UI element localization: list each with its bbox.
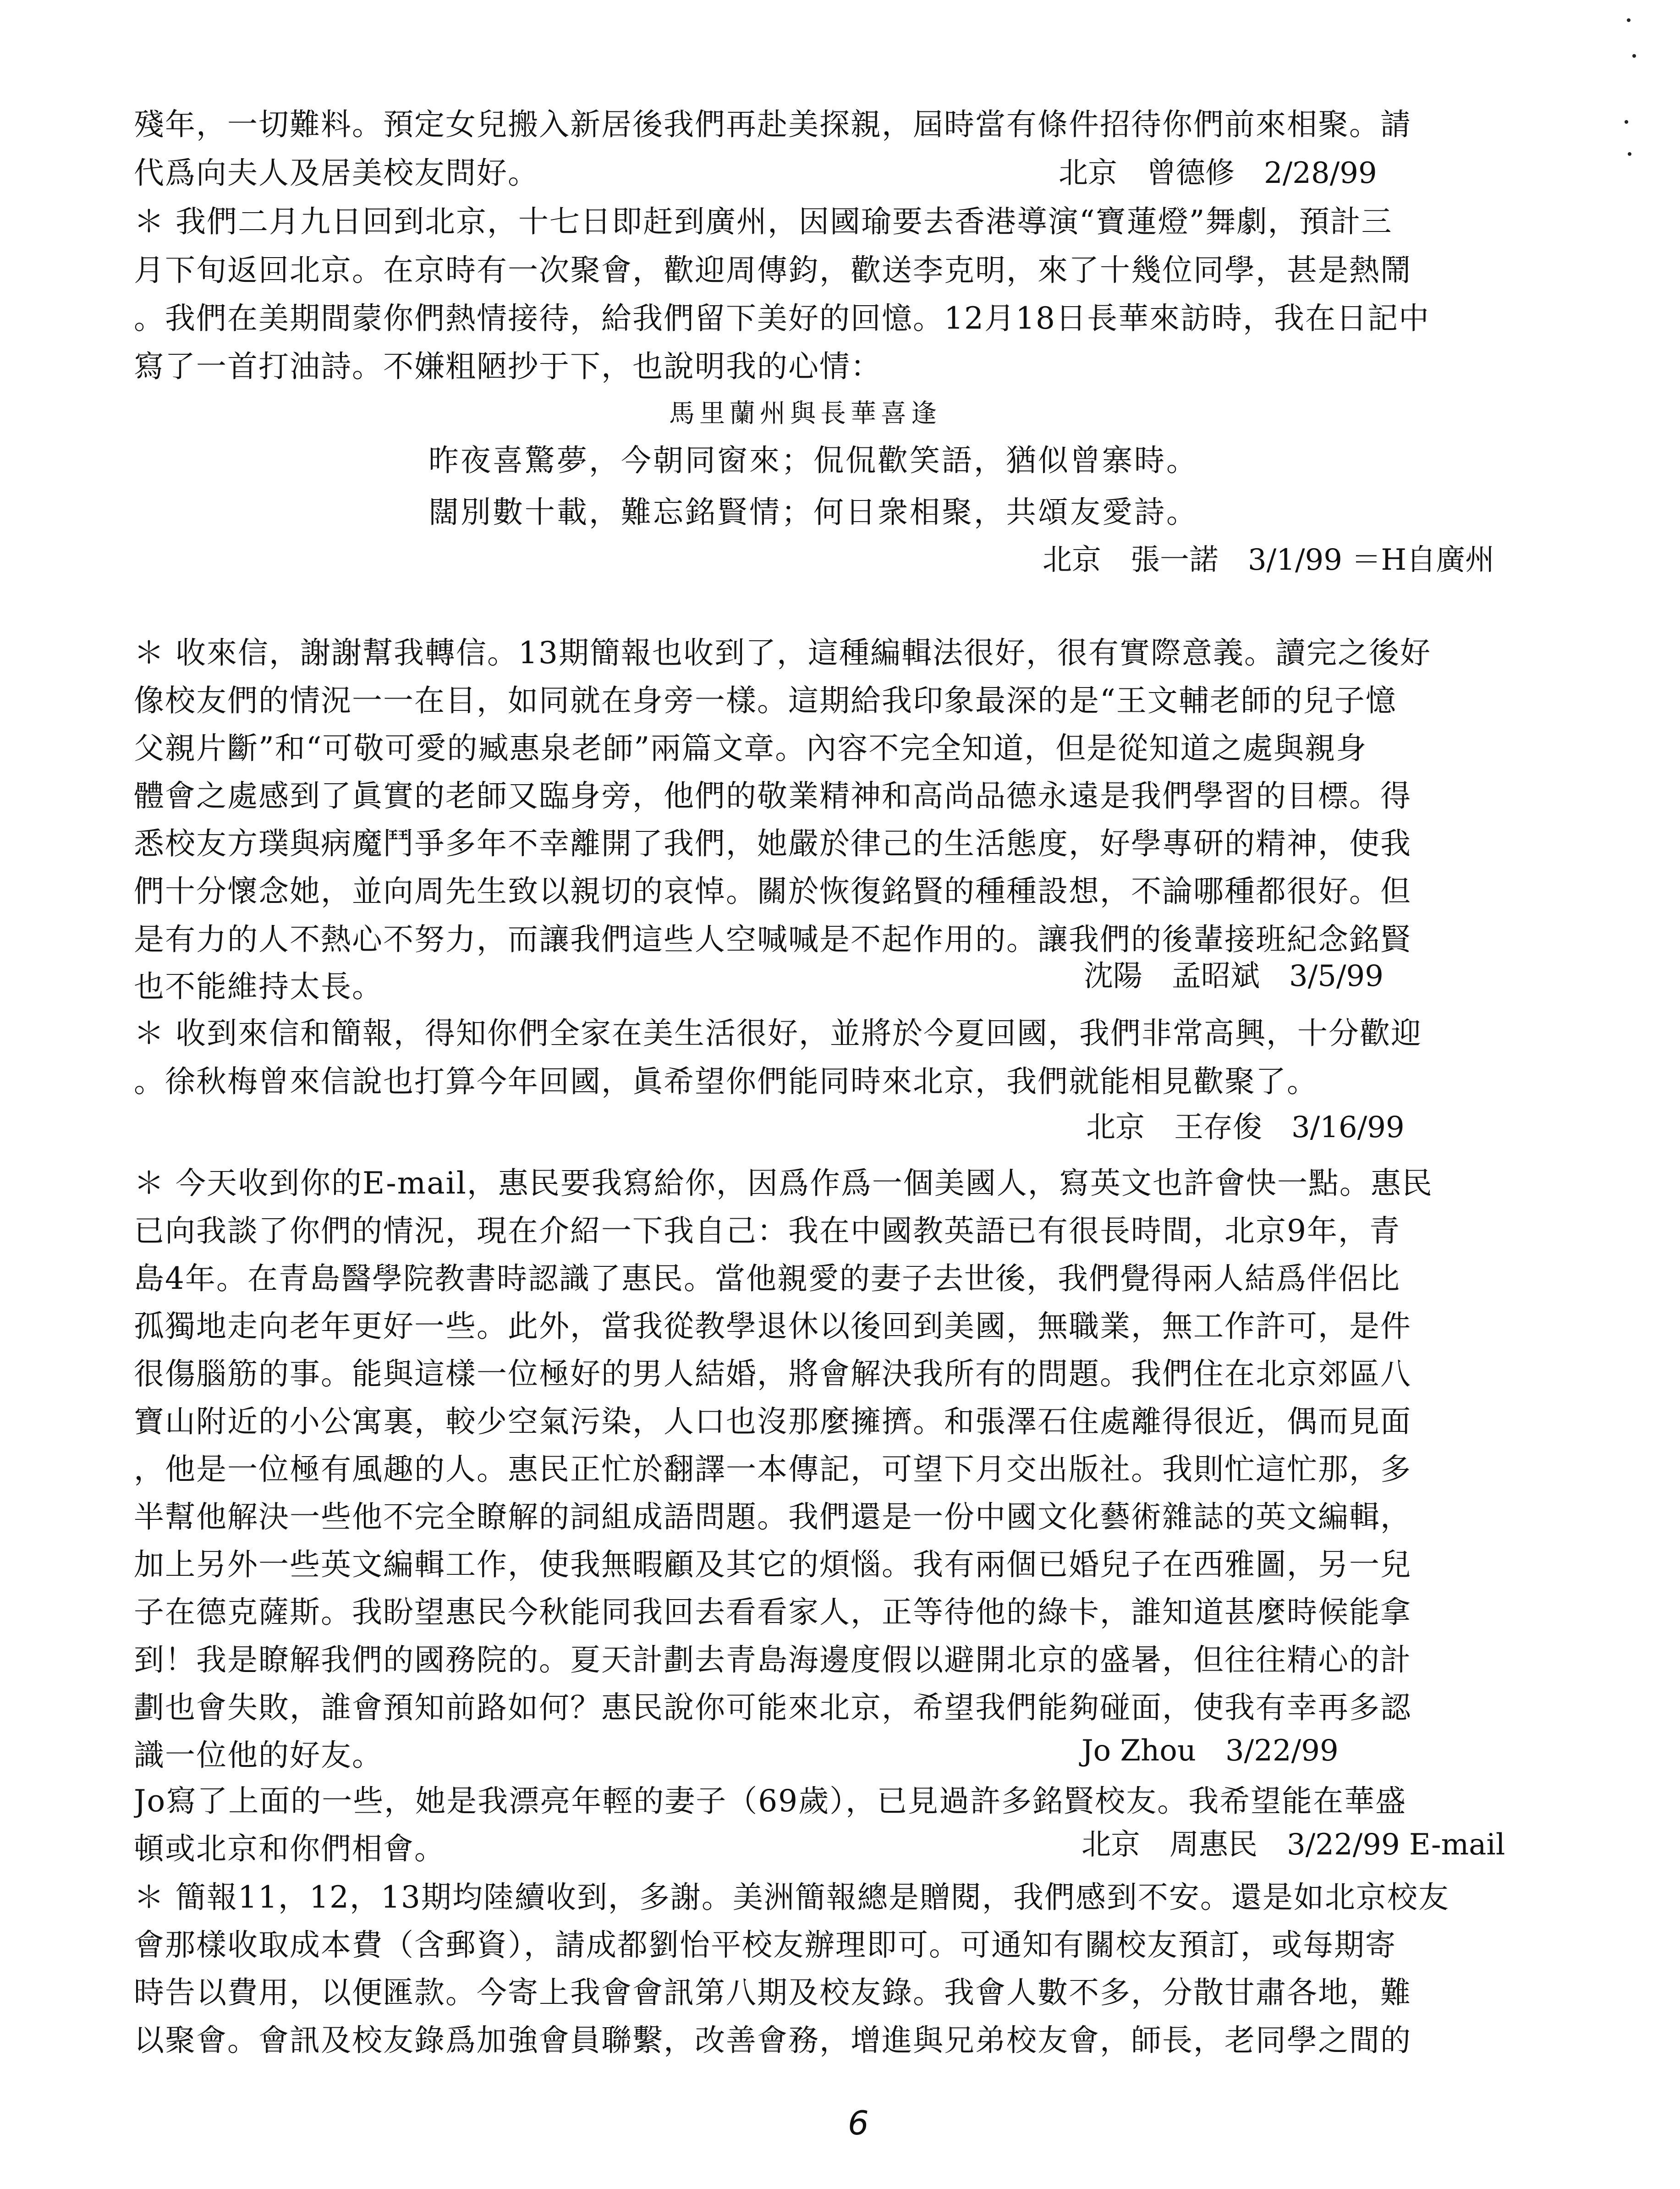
page-number: 6 xyxy=(848,2104,869,2142)
scan-speck xyxy=(1627,18,1631,22)
poem-line: 昨夜喜驚夢，今朝同窗來；侃侃歡笑語，猶似曾寨時。 xyxy=(428,443,1198,478)
text-line: 識一位他的好友。 xyxy=(134,1738,383,1773)
signature: 沈陽 孟昭斌 3/5/99 xyxy=(1084,959,1384,993)
scan-speck xyxy=(1632,54,1636,58)
text-line: 島4年。在青島醫學院教書時認識了惠民。當他親愛的妻子去世後，我們覺得兩人結爲伴侶比 xyxy=(134,1261,1400,1296)
text-line: ，他是一位極有風趣的人。惠民正忙於翻譯一本傳記，可望下月交出版社。我則忙這忙那，多 xyxy=(134,1452,1411,1487)
text-line: ＊ 收來信，謝謝幫我轉信。13期簡報也收到了，這種編輯法很好，很有實際意義。讀完之後好 xyxy=(134,635,1431,671)
scan-speck xyxy=(1628,152,1631,156)
text-line: Jo寫了上面的一些，她是我漂亮年輕的妻子（69歲），已見過許多銘賢校友。我希望能在華盛 xyxy=(134,1783,1407,1819)
text-line: 已向我談了你們的情況，現在介紹一下我自己：我在中國教英語已有很長時間，北京9年，青 xyxy=(134,1213,1400,1248)
text-line: 寶山附近的小公寓裏，較少空氣污染，人口也沒那麼擁擠。和張澤石住處離得很近，偶而見面 xyxy=(134,1404,1411,1439)
text-line: 。徐秋梅曾來信說也打算今年回國，眞希望你們能同時來北京，我們就能相見歡聚了。 xyxy=(134,1064,1318,1099)
signature: 北京 周惠民 3/22/99 E-mail xyxy=(1082,1828,1505,1862)
text-line: 代爲向夫人及居美校友問好。 xyxy=(134,155,539,191)
text-line: 。我們在美期間蒙你們熱情接待，給我們留下美好的回憶。12月18日長華來訪時，我在日記中 xyxy=(134,301,1430,336)
text-line: ＊ 簡報11，12，13期均陸續收到，多謝。美洲簡報總是贈閱，我們感到不安。還是如北京校友 xyxy=(134,1880,1449,1915)
text-line: 孤獨地走向老年更好一些。此外，當我從教學退休以後回到美國，無職業，無工作許可，是件 xyxy=(134,1309,1411,1344)
text-line: 會那樣收取成本費（含郵資），請成都劉怡平校友辦理即可。可通知有關校友預訂，或每期寄 xyxy=(134,1927,1396,1963)
text-line: 寫了一首打油詩。不嫌粗陋抄于下，也說明我的心情： xyxy=(134,349,882,384)
text-line: 頓或北京和你們相會。 xyxy=(134,1831,445,1866)
text-line: 很傷腦筋的事。能與這樣一位極好的男人結婚，將會解決我所有的問題。我們住在北京郊區八 xyxy=(134,1356,1411,1392)
text-line: 殘年，一切難料。預定女兒搬入新居後我們再赴美探親，屆時當有條件招待你們前來相聚。請 xyxy=(134,107,1411,142)
poem-line: 闊別數十載，難忘銘賢情；何日衆相聚，共頌友愛詩。 xyxy=(428,495,1198,530)
text-line: 像校友們的情況一一在目，如同就在身旁一樣。這期給我印象最深的是“王文輔老師的兒子憶 xyxy=(134,683,1397,718)
text-line: 到！我是瞭解我們的國務院的。夏天計劃去青島海邊度假以避開北京的盛暑，但往往精心的計 xyxy=(134,1642,1411,1678)
text-line: ＊ 今天收到你的E-mail，惠民要我寫給你，因爲作爲一個美國人，寫英文也許會快一點。惠民 xyxy=(134,1166,1433,1201)
text-line: 是有力的人不熱心不努力，而讓我們這些人空喊喊是不起作用的。讓我們的後輩接班紀念銘賢 xyxy=(134,922,1411,957)
text-line: 月下旬返回北京。在京時有一次聚會，歡迎周傳鈞，歡送李克明，來了十幾位同學，甚是熱鬧 xyxy=(134,253,1411,288)
text-line: 子在德克薩斯。我盼望惠民今秋能同我回去看看家人，正等待他的綠卡，誰知道甚麼時候能拿 xyxy=(134,1595,1411,1630)
text-line: 也不能維持太長。 xyxy=(134,969,383,1004)
text-line: 們十分懷念她，並向周先生致以親切的哀悼。關於恢復銘賢的種種設想，不論哪種都很好。但 xyxy=(134,874,1411,909)
signature: 北京 張一諾 3/1/99 ＝H自廣州 xyxy=(1043,543,1495,577)
text-line: 父親片斷”和“可敬可愛的臧惠泉老師”兩篇文章。內容不完全知道，但是從知道之處與親身 xyxy=(134,731,1367,766)
text-line: 悉校友方璞與病魔鬥爭多年不幸離開了我們，她嚴於律己的生活態度，好學專研的精神，使我 xyxy=(134,826,1411,861)
text-line: 體會之處感到了眞實的老師又臨身旁，他們的敬業精神和高尚品德永遠是我們學習的目標。得 xyxy=(134,778,1411,814)
signature: 北京 曾德修 2/28/99 xyxy=(1059,156,1377,190)
text-line: ＊ 我們二月九日回到北京，十七日即赶到廣州，因國瑜要去香港導演“寶蓮燈”舞劇，預計三 xyxy=(134,204,1393,239)
text-line: 時告以費用，以便匯款。今寄上我會會訊第八期及校友錄。我會人數不多，分散甘肅各地，難 xyxy=(134,1975,1411,2010)
text-line: 加上另外一些英文編輯工作，使我無暇顧及其它的煩惱。我有兩個已婚兒子在西雅圖，另一兒 xyxy=(134,1547,1411,1582)
text-line: 以聚會。會訊及校友錄爲加強會員聯繫，改善會務，增進與兄弟校友會，師長，老同學之間的 xyxy=(134,2023,1411,2058)
poem-title: 馬里蘭州與長華喜逢 xyxy=(669,399,941,429)
text-line: 半幫他解決一些他不完全瞭解的詞組成語問題。我們還是一份中國文化藝術雜誌的英文編輯， xyxy=(134,1499,1411,1534)
signature: 北京 王存俊 3/16/99 xyxy=(1086,1111,1405,1144)
text-line: 劃也會失敗，誰會預知前路如何？惠民說你可能來北京，希望我們能夠碰面，使我有幸再多認 xyxy=(134,1690,1411,1725)
scan-speck xyxy=(1625,120,1628,124)
text-line: ＊ 收到來信和簡報，得知你們全家在美生活很好，並將於今夏回國，我們非常高興，十分歡迎 xyxy=(134,1016,1422,1051)
signature: Jo Zhou 3/22/99 xyxy=(1082,1734,1339,1768)
